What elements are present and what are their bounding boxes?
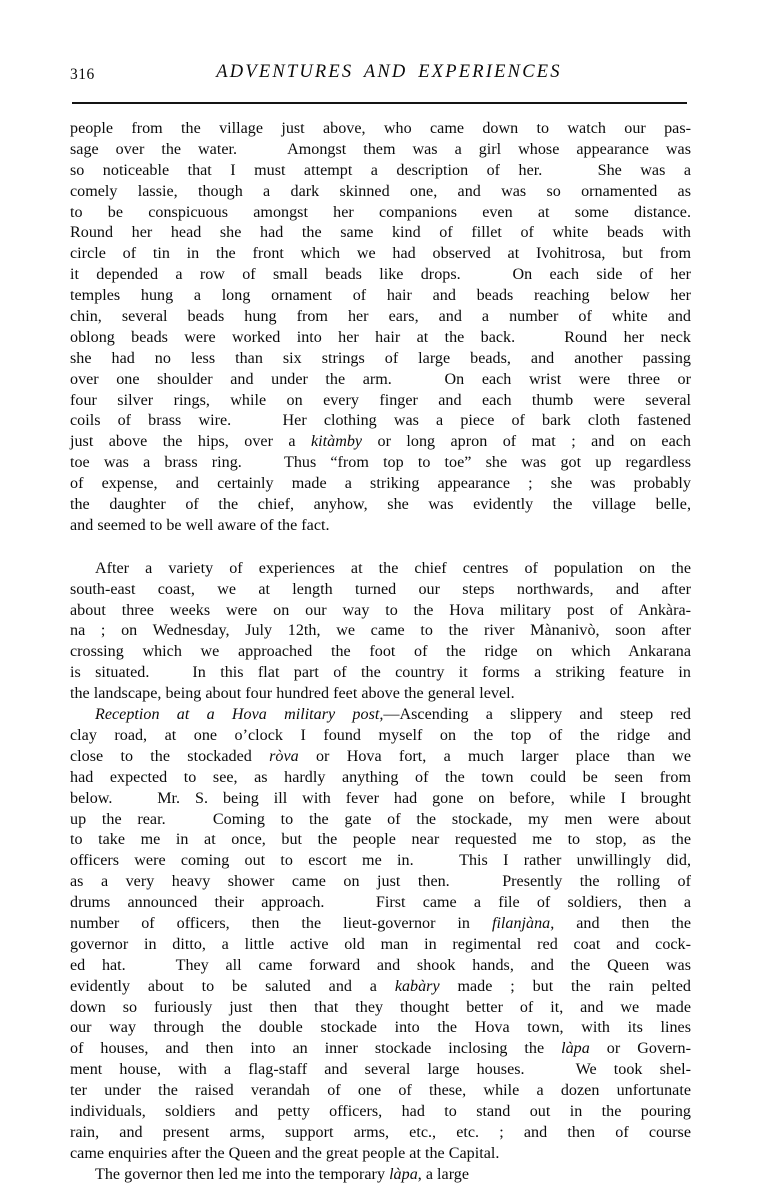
italic-term: làpa bbox=[389, 1165, 418, 1183]
text-line: oblong beads were worked into her hair at the back. Round her neck bbox=[70, 328, 691, 346]
text-line: drums announced their approach. First came a file of soldiers, then a bbox=[70, 894, 691, 912]
text-line: came enquiries after the Queen and the great people at the Capital. bbox=[70, 1144, 500, 1162]
text-line: ed hat. They all came forward and shook hands, and the Queen was bbox=[70, 956, 691, 974]
text-line: sage over the water. Amongst them was a girl whose appearance was bbox=[70, 140, 691, 158]
text-line: na ; on Wednesday, July 12th, we came to the river Mànanivò, soon after bbox=[70, 622, 691, 640]
paragraph bbox=[70, 1165, 691, 1186]
text-line: governor in ditto, a little active old man in regimental red coat and cock- bbox=[70, 935, 691, 953]
text-line: the daughter of the chief, anyhow, she was evidently the village belle, bbox=[70, 496, 691, 514]
paragraph bbox=[70, 705, 691, 1165]
text-line: of houses, and then into an inner stockade inclosing the làpa or Govern- bbox=[70, 1040, 691, 1058]
text-line: below. Mr. S. being ill with fever had gone on before, while I brought bbox=[70, 789, 691, 807]
text-line: had expected to see, as hardly anything of the town could be seen from bbox=[70, 768, 691, 786]
text-line: just above the hips, over a kitàmby or long apron of mat ; and on each bbox=[70, 433, 691, 451]
text-line: coils of brass wire. Her clothing was a piece of bark cloth fastened bbox=[70, 412, 691, 430]
text-line: over one shoulder and under the arm. On each wrist were three or bbox=[70, 370, 691, 388]
text-line: circle of tin in the front which we had observed at Ivohitrosa, but from bbox=[70, 245, 691, 263]
text-line: up the rear. Coming to the gate of the stockade, my men were about bbox=[70, 810, 691, 828]
text-line: Round her head she had the same kind of fillet of white beads with bbox=[70, 224, 691, 242]
paragraph-spacer bbox=[70, 537, 691, 559]
italic-term: Reception at a Hova military post, bbox=[95, 706, 384, 724]
text-line: crossing which we approached the foot of the ridge on which Ankarana bbox=[70, 643, 691, 661]
text-line: she had no less than six strings of large beads, and another passing bbox=[70, 349, 691, 367]
text-line: Reception at a Hova military post,—Ascending a slippery and steep red bbox=[95, 706, 691, 724]
text-line: and seemed to be well aware of the fact. bbox=[70, 516, 330, 534]
page-header bbox=[70, 62, 690, 92]
text-line: down so furiously just then that they thought better of it, and we made bbox=[70, 998, 691, 1016]
text-line: people from the village just above, who came down to watch our pas- bbox=[70, 120, 691, 137]
text-line: comely lassie, though a dark skinned one, and was so ornamented as bbox=[70, 182, 691, 200]
italic-term: kabàry bbox=[394, 977, 440, 995]
running-head-title: ADVENTURES AND EXPERIENCES bbox=[216, 62, 562, 82]
text-line: to be conspicuous amongst her companions even at some distance. bbox=[70, 203, 691, 221]
italic-term: kitàmby bbox=[310, 433, 363, 451]
text-line: individuals, soldiers and petty officers, had to stand out in the pouring bbox=[70, 1102, 691, 1120]
paragraph bbox=[70, 119, 691, 537]
text-line: ment house, with a flag-staff and several large houses. We took shel- bbox=[70, 1061, 691, 1079]
text-line: close to the stockaded ròva or Hova fort, a much larger place than we bbox=[70, 747, 691, 765]
italic-term: làpa bbox=[561, 1040, 590, 1058]
text-line: ter under the raised verandah of one of these, while a dozen unfortunate bbox=[70, 1082, 691, 1100]
text-line: officers were coming out to escort me in. This I rather unwillingly did, bbox=[70, 852, 691, 870]
text-line: is situated. In this flat part of the country it forms a striking feature in bbox=[70, 664, 691, 682]
italic-term: ròva bbox=[269, 747, 299, 765]
paragraph bbox=[70, 559, 691, 705]
text-line: the landscape, being about four hundred feet above the general level. bbox=[70, 685, 515, 703]
text-line: evidently about to be saluted and a kabàry made ; but the rain pelted bbox=[70, 977, 692, 995]
header-divider-rule bbox=[72, 102, 687, 104]
text-line: temples hung a long ornament of hair and beads reaching below her bbox=[70, 287, 691, 305]
text-line: about three weeks were on our way to the Hova military post of Ankàra- bbox=[70, 601, 691, 619]
text-line: The governor then led me into the temporary làpa, a large bbox=[95, 1165, 470, 1183]
text-line: clay road, at one o’clock I found myself on the top of the ridge and bbox=[70, 726, 691, 744]
text-line: number of officers, then the lieut-governor in filanjàna, and then the bbox=[70, 914, 692, 932]
text-line: toe was a brass ring. Thus “from top to toe” she was got up regardless bbox=[70, 454, 691, 472]
text-line: south-east coast, we at length turned our steps northwards, and after bbox=[70, 580, 691, 598]
text-line: so noticeable that I must attempt a description of her. She was a bbox=[70, 161, 691, 179]
text-line: After a variety of experiences at the chief centres of population on the bbox=[95, 559, 691, 577]
text-line: to take me in at once, but the people near requested me to stop, as the bbox=[70, 831, 691, 849]
text-line: as a very heavy shower came on just then. Presently the rolling of bbox=[70, 873, 691, 891]
body-text-block bbox=[70, 119, 691, 1186]
text-line: chin, several beads hung from her ears, and a number of white and bbox=[70, 308, 691, 326]
text-line: it depended a row of small beads like drops. On each side of her bbox=[70, 266, 691, 284]
text-line: our way through the double stockade into the Hova town, with its lines bbox=[70, 1019, 691, 1037]
italic-term: filanjàna bbox=[491, 914, 551, 932]
page-number: 316 bbox=[70, 66, 95, 83]
text-line: of expense, and certainly made a striking appearance ; she was probably bbox=[70, 475, 691, 493]
text-line: four silver rings, while on every finger and each thumb were several bbox=[70, 391, 691, 409]
text-line: rain, and present arms, support arms, etc., etc. ; and then of course bbox=[70, 1123, 691, 1141]
